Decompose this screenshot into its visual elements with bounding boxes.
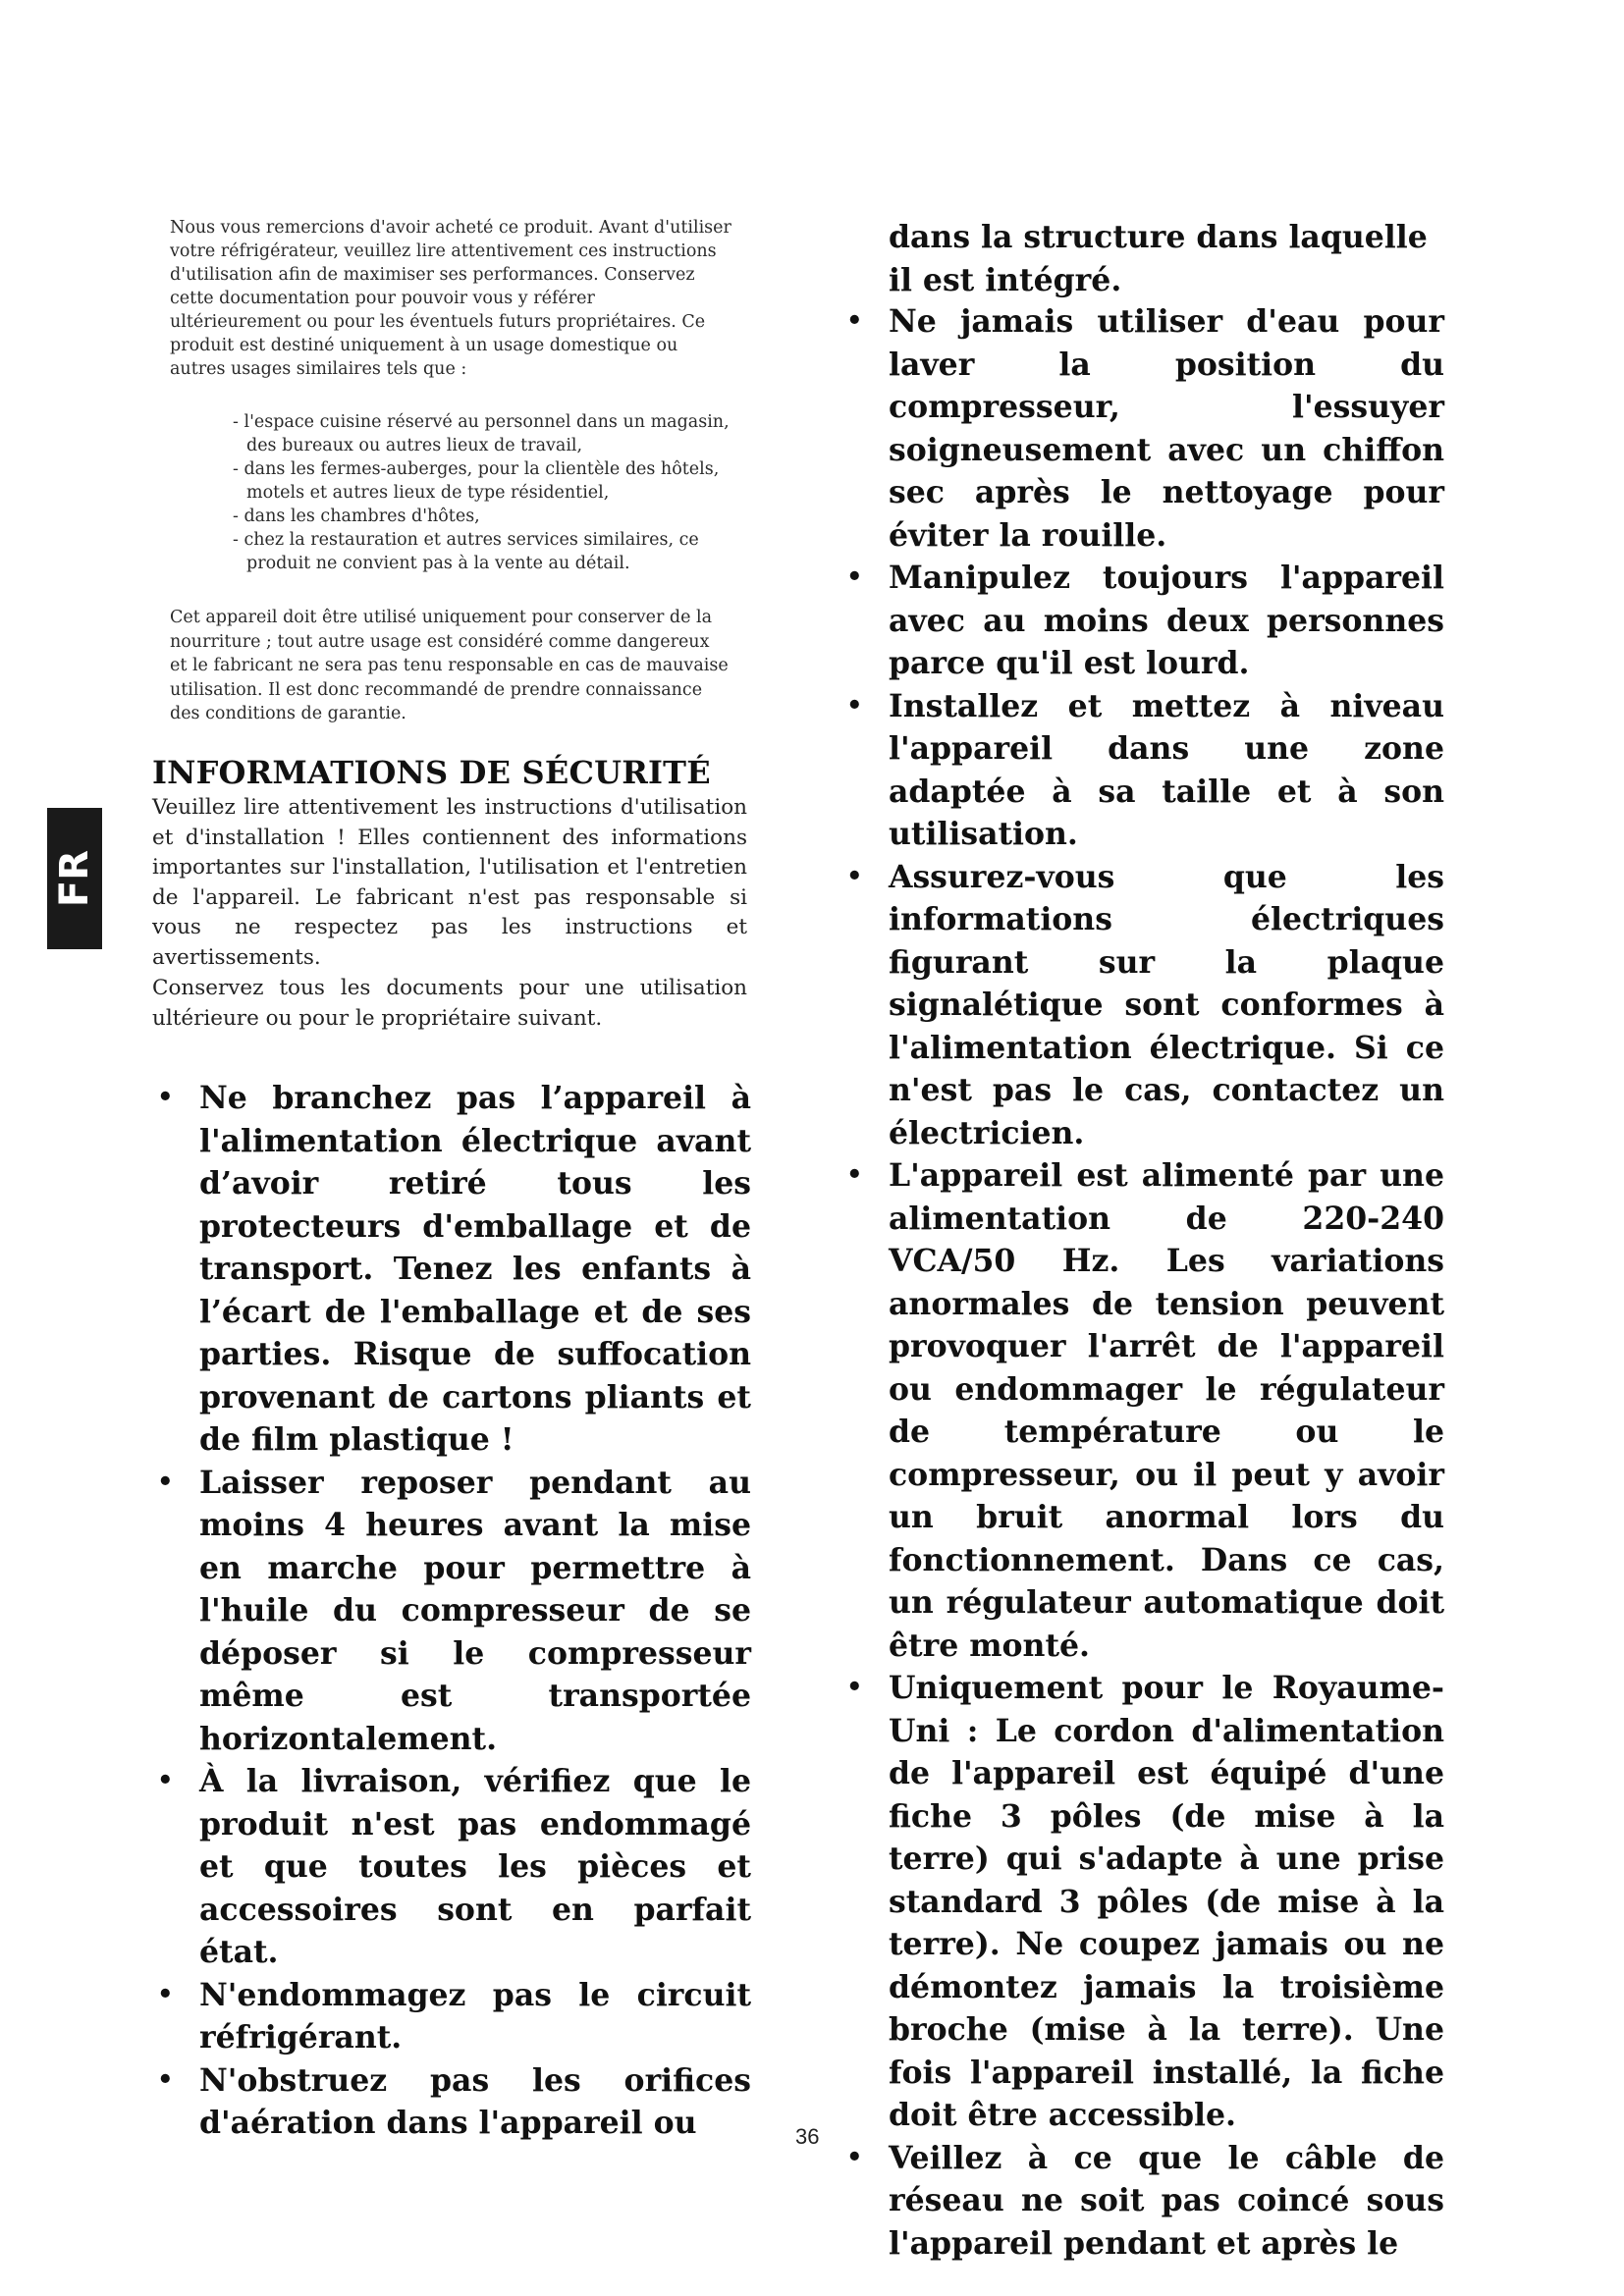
usage-item: - chez la restauration et autres services similaires, ce produit ne convient pas à la vente au détail. (233, 530, 699, 573)
intro-paragraph: Nous vous remercions d'avoir acheté ce produit. Avant d'utiliser votre réfrigérateur, veuillez lire attentivement ces instructions d'utilisation afin de maximiser ses performances. Conservez cette documentation pour pouvoir vous y référer ultérieurement ou pour les éventuels futurs propriétaires. Ce produit est destiné uniquement à un usage domestique ou autres usages similaires tels que : (170, 218, 731, 379)
safety-bullet: • N'obstruez pas les orifices d'aération dans l'appareil ou (199, 2059, 751, 2145)
safety-bullet: • Manipulez toujours l'appareil avec au moins deux personnes parce qu'il est lourd. (889, 557, 1444, 685)
safety-bullet: • À la livraison, vérifiez que le produit n'est pas endommagé et que toutes les pièces et accessoires sont en parfait état. (199, 1760, 751, 1974)
usage-note: Cet appareil doit être utilisé uniquement pour conserver de la nourriture ; tout autre usage est considéré comme dangereux et le fabricant ne sera pas tenu responsable en cas de mauvaise utilisation. Il est donc recommandé de prendre connaissance des conditions de garantie. (170, 608, 729, 723)
safety-bullet: • N'endommagez pas le circuit réfrigérant. (199, 1974, 751, 2059)
bullet-continuation: dans la structure dans laquelle il est intégré. (889, 219, 1428, 298)
usage-item: - dans les fermes-auberges, pour la clientèle des hôtels, motels et autres lieux de type résidentiel, (233, 459, 720, 503)
page-number: 36 (795, 2124, 820, 2149)
safety-bullet: • Uniquement pour le Royaume-Uni : Le cordon d'alimentation de l'appareil est équipé d'une fiche 3 pôles (de mise à la terre) qui s'adapte à une prise standard 3 pôles (de mise à la terre). Ne coupez jamais ou ne démontez jamais la troisième broche (mise à la terre). Une fois l'appareil installé, la fiche doit être accessible. (889, 1667, 1444, 2137)
safety-intro-text: Veuillez lire attentivement les instructions d'utilisation et d'installation ! Elles contiennent des informations importantes sur l'installation, l'utilisation et l'entretien de l'appareil. Le fabricant n'est pas responsable si vous ne respectez pas les instructions et avertissements. (152, 795, 747, 970)
safety-bullet: • Veillez à ce que le câble de réseau ne soit pas coincé sous l'appareil pendant et après le (889, 2137, 1444, 2266)
safety-bullet: • Assurez-vous que les informations électriques figurant sur la plaque signalétique sont conformes à l'alimentation électrique. Si ce n'est pas le cas, contactez un électricien. (889, 856, 1444, 1155)
safety-bullet: • L'appareil est alimenté par une alimentation de 220-240 VCA/50 Hz. Les variations anormales de tension peuvent provoquer l'arrêt de l'appareil ou endommager le régulateur de température ou le compresseur, ou il peut y avoir un bruit anormal lors du fonctionnement. Dans ce cas, un régulateur automatique doit être monté. (889, 1154, 1444, 1667)
safety-heading: INFORMATIONS DE SÉCURITÉ (152, 754, 711, 791)
safety-bullet: • Ne branchez pas l’appareil à l'alimentation électrique avant d’avoir retiré tous les protecteurs d'emballage et de transport. Tenez les enfants à l’écart de l'emballage et de ses parties. Risque de suffocation provenant de cartons pliants et de film plastique ! (199, 1077, 751, 1462)
safety-bullet: • Ne jamais utiliser d'eau pour laver la position du compresseur, l'essuyer soigneusement avec un chiffon sec après le nettoyage pour éviter la rouille. (889, 300, 1444, 557)
safety-keep-docs-text: Conservez tous les documents pour une utilisation ultérieure ou pour le propriétaire suivant. (152, 976, 747, 1031)
safety-bullets-right (889, 300, 1444, 2265)
safety-bullets-left (199, 1077, 751, 2145)
safety-bullet: • Laisser reposer pendant au moins 4 heures avant la mise en marche pour permettre à l'huile du compresseur de se déposer si le compresseur même est transportée horizontalement. (199, 1462, 751, 1761)
usage-list (170, 410, 759, 575)
usage-item: - l'espace cuisine réservé au personnel dans un magasin, des bureaux ou autres lieux de travail, (233, 412, 730, 455)
safety-bullet: • Installez et mettez à niveau l'appareil dans une zone adaptée à sa taille et à son utilisation. (889, 685, 1444, 856)
language-tab (47, 808, 102, 949)
usage-item: - dans les chambres d'hôtes, (233, 507, 480, 526)
language-tab-label: FR (52, 849, 97, 908)
